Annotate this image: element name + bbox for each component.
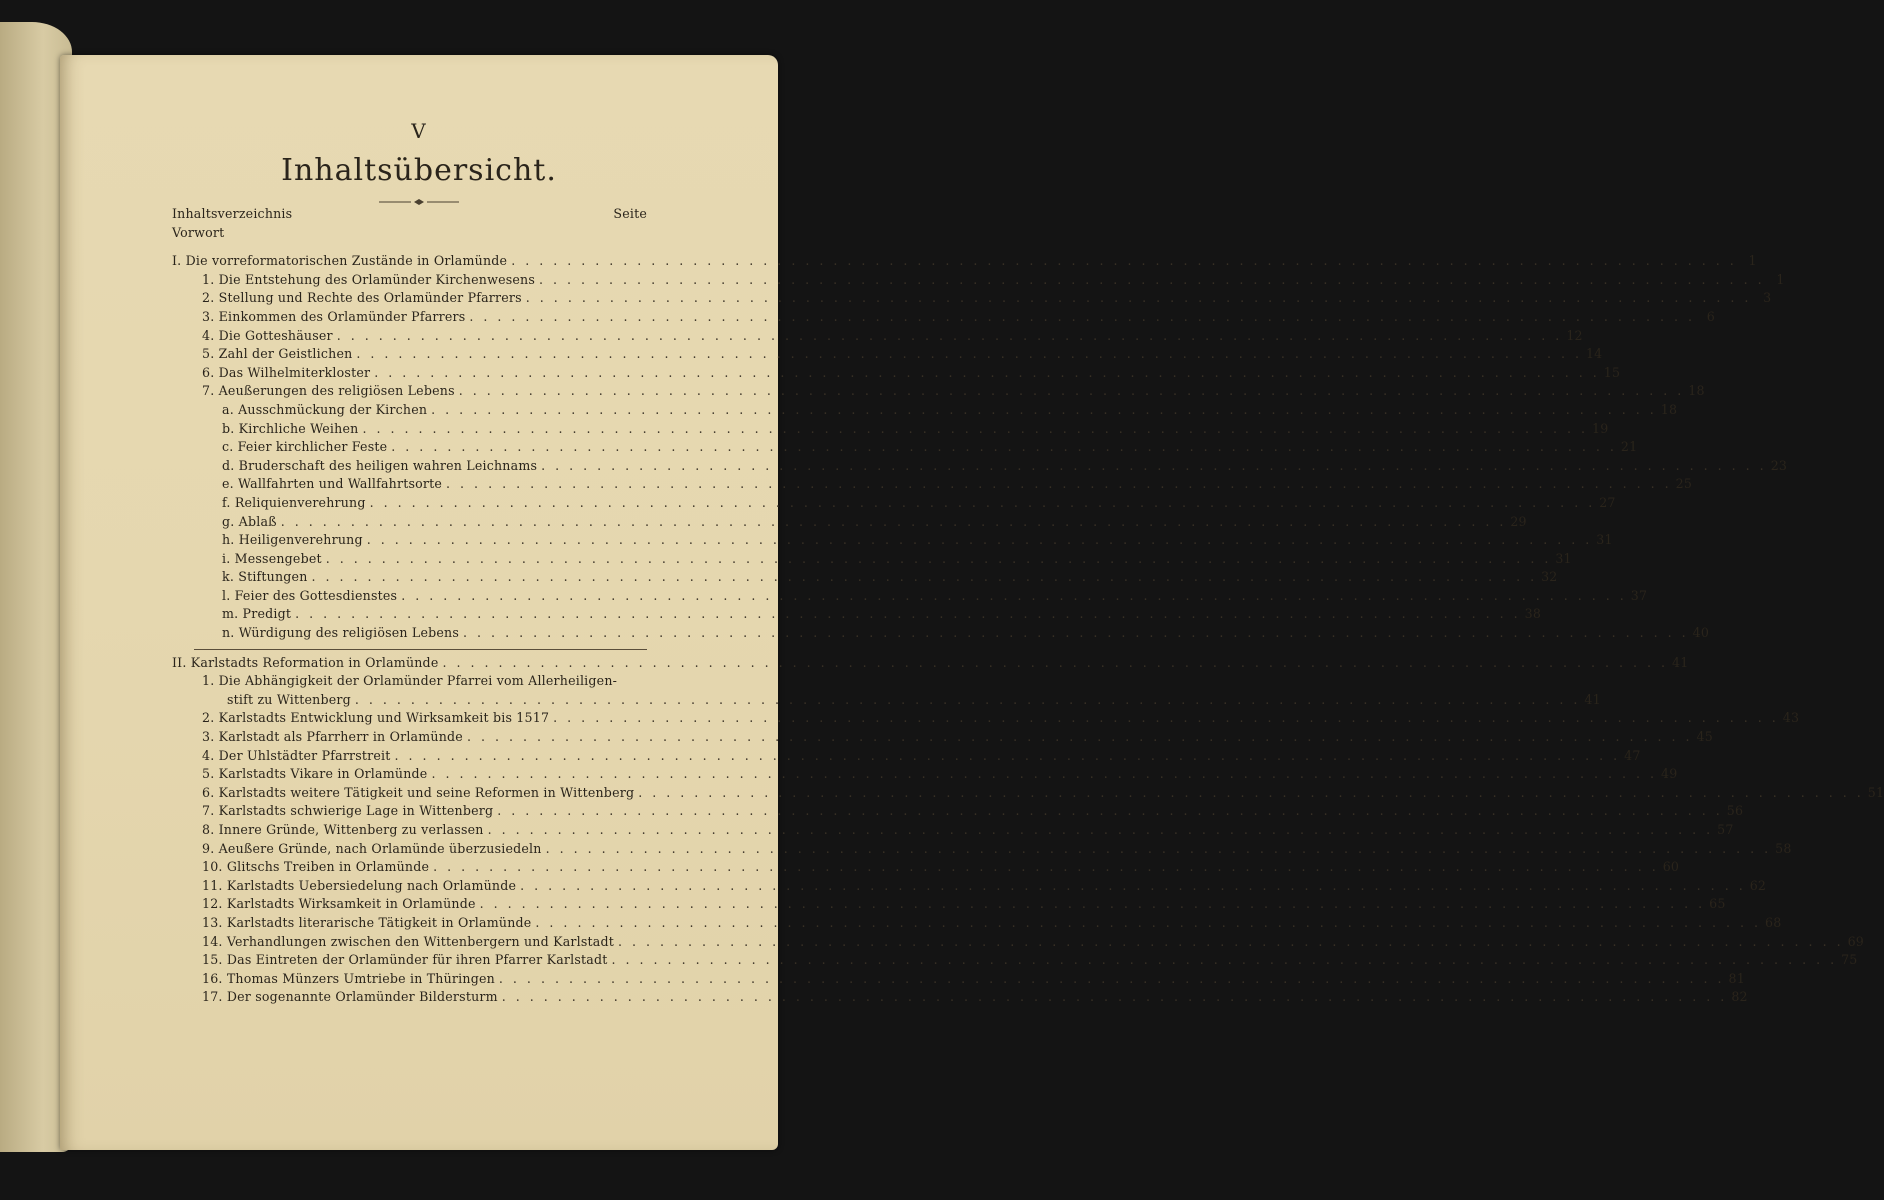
toc-entry	[172, 605, 1542, 624]
toc-entry-page: 14	[1585, 346, 1603, 362]
toc-entry-page: 65	[1709, 896, 1726, 912]
toc-entry	[172, 784, 1884, 803]
toc-entry-page: 31	[1596, 532, 1613, 548]
toc-entry-label: b. Kirchliche Weihen	[222, 420, 359, 436]
toc-header-left: Inhaltsverzeichnis	[172, 206, 293, 221]
toc-entry-page: 12	[1566, 327, 1583, 343]
toc-entry-label: f. Reliquienverehrung	[222, 494, 366, 510]
toc-entry	[172, 513, 1527, 532]
toc-entry	[172, 401, 1678, 420]
table-of-contents	[172, 205, 1884, 1007]
toc-entry	[172, 271, 1785, 290]
toc-entry-label: 4. Der Uhlstädter Pfarrstreit	[202, 747, 391, 763]
toc-header-right: Seite	[613, 206, 647, 221]
toc-entry-label: 12. Karlstadts Wirksamkeit in Orlamünde	[202, 896, 476, 912]
toc-entry	[172, 802, 1744, 821]
toc-entry	[172, 587, 1648, 606]
toc-entry-page: 60	[1662, 859, 1680, 875]
toc-entry-page: 69	[1847, 933, 1865, 949]
toc-entry	[172, 420, 1609, 439]
toc-entry	[172, 765, 1678, 784]
toc-entry-label: 16. Thomas Münzers Umtriebe in Thüringen	[202, 970, 495, 986]
toc-entry	[172, 840, 1792, 859]
toc-entry-label: 7. Aeußerungen des religiösen Lebens	[202, 383, 455, 399]
toc-entry	[172, 289, 1772, 308]
toc-entry	[172, 568, 1558, 587]
toc-entry-page: 1	[1776, 271, 1785, 287]
toc-entry-label: 13. Karlstadts literarische Tätigkeit in Orlamünde	[202, 914, 532, 930]
toc-entry	[172, 457, 1788, 476]
toc-entry-page: 82	[1731, 989, 1748, 1005]
toc-entry-page: 23	[1770, 457, 1788, 473]
toc-entry-page: 40	[1692, 625, 1710, 641]
toc-entry-page: 31	[1555, 550, 1572, 566]
toc-entry-label: 11. Karlstadts Uebersiedelung nach Orlamünde	[202, 877, 517, 893]
toc-entry-label: 6. Das Wilhelmiterkloster	[202, 364, 371, 380]
toc-entry-page: 62	[1749, 877, 1767, 893]
toc-entry-page: 47	[1624, 747, 1641, 763]
toc-entry-label: 15. Das Eintreten der Orlamünder für ihren Pfarrer Karlstadt	[202, 952, 608, 968]
toc-entry-label: h. Heiligenverehrung	[222, 532, 363, 548]
toc-entry-page: 21	[1620, 439, 1638, 455]
toc-entry	[172, 494, 1616, 513]
toc-entry	[172, 933, 1865, 952]
toc-entry-page: 81	[1728, 970, 1745, 986]
toc-entry-page: 57	[1717, 822, 1734, 837]
toc-entry-label: 1. Die Entstehung des Orlamünder Kirchenwesens	[202, 271, 536, 287]
toc-entry	[172, 364, 1621, 383]
toc-entry	[172, 624, 1710, 643]
toc-entry-page: 6	[1706, 308, 1715, 324]
toc-entry-label: d. Bruderschaft des heiligen wahren Leichnams	[222, 457, 538, 473]
toc-entry-label: 17. Der sogenannte Orlamünder Bildersturm	[202, 989, 498, 1005]
toc-entry	[172, 728, 1713, 747]
toc-entry	[172, 895, 1726, 914]
toc-section-2: II. Karlstadts Reformation in Orlamünde . . . 41	[172, 654, 647, 673]
toc-entry-multiline: 1. Die Abhängigkeit der Orlamünder Pfarrei vom Allerheiligen-	[202, 673, 618, 689]
toc-entry-label: l. Feier des Gottesdienstes	[222, 587, 398, 603]
toc-entry-label: g. Ablaß	[222, 513, 277, 529]
toc-entry-page: 37	[1630, 587, 1648, 603]
toc-entry	[172, 821, 1734, 840]
toc-entry-page: 68	[1764, 914, 1782, 930]
toc-entry-label: e. Wallfahrten und Wallfahrtsorte	[222, 476, 443, 492]
toc-entry-continuation: stift zu Wittenberg . . . 41	[172, 691, 647, 710]
toc-entry-page: 18	[1688, 383, 1705, 399]
toc-entry-page: 38	[1524, 606, 1542, 622]
toc-entry-label: 5. Karlstadts Vikare in Orlamünde	[202, 766, 428, 782]
page-title: Inhaltsübersicht.	[281, 153, 557, 188]
toc-entry-page: 58	[1775, 840, 1792, 856]
toc-entry	[172, 914, 1782, 933]
toc-entry-label: 6. Karlstadts weitere Tätigkeit und seine Reformen in Wittenberg	[202, 784, 635, 800]
toc-entry-label: 7. Karlstadts schwierige Lage in Wittenberg	[202, 803, 494, 819]
toc-entry-label: 2. Stellung und Rechte des Orlamünder Pfarrers	[202, 290, 522, 306]
toc-entry-label: 14. Verhandlungen zwischen den Wittenbergern und Karlstadt	[202, 933, 615, 949]
toc-entry-label: 3. Karlstadt als Pfarrherr in Orlamünde	[202, 729, 463, 745]
page-number: V	[411, 119, 427, 143]
toc-entry-label: k. Stiftungen	[222, 569, 308, 585]
toc-entry	[172, 747, 1641, 766]
toc-entry	[172, 531, 1613, 550]
toc-entry-page: 29	[1510, 513, 1527, 529]
toc-entry-page: 25	[1675, 476, 1693, 492]
toc-entry	[172, 709, 1800, 728]
toc-entry-label: 10. Glitschs Treiben in Orlamünde	[202, 859, 430, 875]
toc-entry-label: 2. Karlstadts Entwicklung und Wirksamkeit bis 1517	[202, 710, 550, 726]
toc-entry	[172, 951, 1858, 970]
book-page	[60, 55, 1884, 1150]
toc-entry	[172, 988, 1748, 1007]
toc-entry-page: 49	[1661, 766, 1678, 782]
toc-entry-page: 15	[1603, 364, 1621, 380]
toc-entry	[172, 345, 1603, 364]
toc-entry-label: 9. Aeußere Gründe, nach Orlamünde überzusiedeln	[202, 840, 542, 856]
toc-entry-page: 19	[1592, 420, 1609, 436]
toc-entry	[172, 550, 1572, 569]
toc-entry	[172, 970, 1745, 989]
toc-entry-label: 4. Die Gotteshäuser	[202, 327, 333, 343]
toc-entry-label: 8. Innere Gründe, Wittenberg zu verlassen	[202, 822, 484, 837]
toc-entry-page: 43	[1782, 710, 1800, 726]
toc-entry-page: 3	[1763, 290, 1772, 306]
toc-entry	[172, 858, 1680, 877]
toc-entry-label: 3. Einkommen des Orlamünder Pfarrers	[202, 308, 466, 324]
toc-entry	[172, 382, 1705, 401]
toc-entry	[172, 877, 1767, 896]
toc-entry-label: m. Predigt	[222, 606, 292, 622]
toc-entry	[172, 327, 1583, 346]
toc-entry-page: 51	[1867, 784, 1884, 800]
toc-entry-page: 56	[1726, 803, 1744, 819]
toc-entry-page: 27	[1599, 494, 1616, 510]
toc-entry-label: n. Würdigung des religiösen Lebens	[222, 625, 460, 641]
toc-entry-label: c. Feier kirchlicher Feste	[222, 439, 388, 455]
toc-entry	[172, 308, 1715, 327]
toc-entry-label: i. Messengebet	[222, 550, 322, 566]
toc-entry-page: 32	[1541, 569, 1558, 585]
toc-entry-page: 75	[1841, 952, 1858, 968]
toc-entry-page: 18	[1660, 401, 1678, 417]
toc-section-1: I. Die vorreformatorischen Zustände in Orlamünde . . . 1	[172, 252, 647, 271]
toc-entry-page: 45	[1696, 729, 1713, 745]
toc-entry-label: a. Ausschmückung der Kirchen	[222, 401, 428, 417]
toc-entry-label: 5. Zahl der Geistlichen	[202, 346, 353, 362]
toc-vorwort: Vorwort	[172, 224, 225, 240]
toc-header	[172, 205, 647, 224]
toc-entry	[172, 438, 1638, 457]
toc-entry	[172, 475, 1693, 494]
